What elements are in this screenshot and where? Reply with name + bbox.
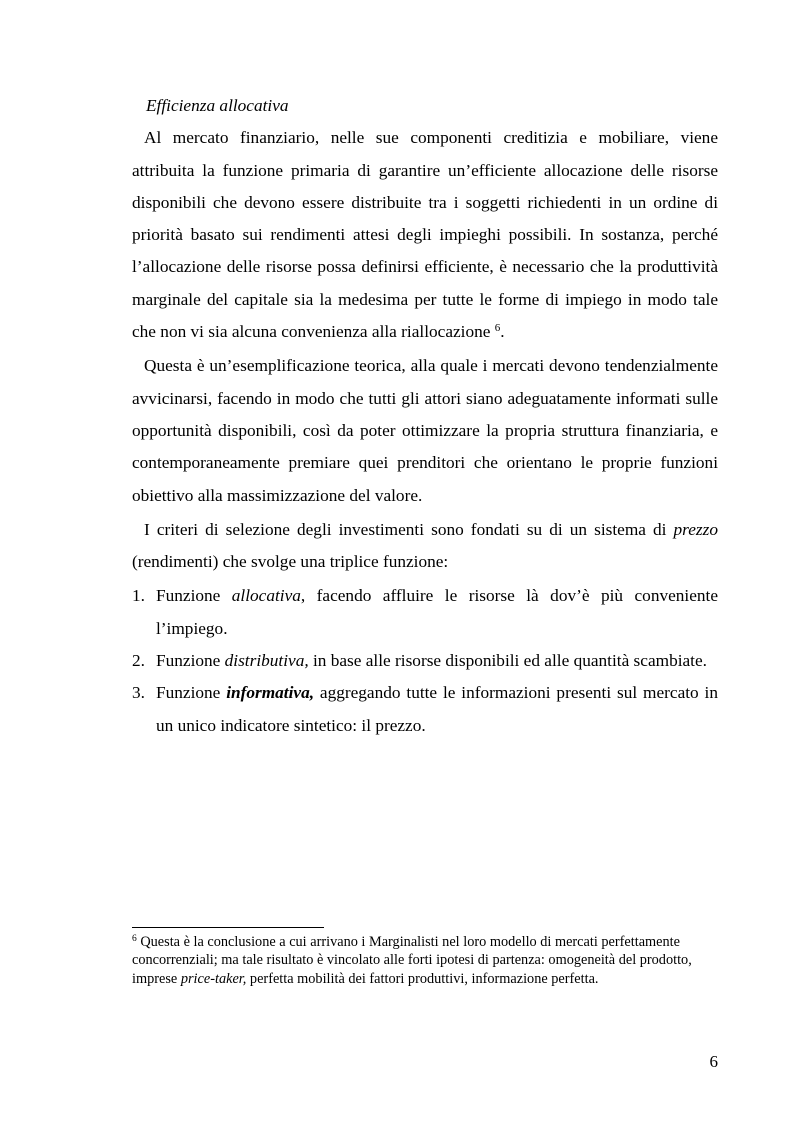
- main-text: [132, 90, 718, 742]
- list-item-term: distributiva,: [224, 651, 309, 671]
- list-item-term: allocativa: [231, 586, 301, 606]
- list-item-number: 2.: [132, 651, 145, 671]
- list-item-lead: Funzione: [156, 683, 227, 703]
- list-item: [132, 677, 718, 742]
- footnote-separator: [132, 927, 324, 928]
- paragraph-allocation: [132, 122, 718, 348]
- paragraph-allocation-end: .: [500, 322, 505, 342]
- footnote: [132, 933, 718, 988]
- footnote-text-end: perfetta mobilità dei fattori produttivi, informazione perfetta.: [246, 970, 599, 987]
- list-item-rest: , facendo affluire le risorse là dov’è più conveniente l’impiego.: [156, 586, 718, 638]
- page-number: 6: [709, 1052, 718, 1071]
- list-item-lead: Funzione: [156, 651, 225, 671]
- paragraph-allocation-text: Al mercato finanziario, nelle sue componenti creditizia e mobiliare, viene attribuita la funzione primaria di garantire un’efficiente allocazione delle risorse disponibili che devono essere distribuite tra i soggetti richiedenti in un ordine di priorità basato sui rendimenti attesi degli impieghi possibili. In sostanza, perché l’allocazione delle risorse possa definirsi efficiente, è necessario che la produttività marginale del capitale sia la medesima per tutte le forme di impiego in modo tale che non vi sia alcuna convenienza alla riallocazione: [132, 128, 718, 342]
- function-list: [132, 580, 718, 741]
- footnote-marker: 6: [132, 934, 137, 944]
- list-item-number: 3.: [132, 683, 145, 703]
- paragraph-criteria: [132, 514, 718, 579]
- list-item-lead: Funzione: [156, 586, 232, 606]
- list-item: [132, 580, 718, 645]
- paragraph-criteria-start: I criteri di selezione degli investimenti sono fondati su di un sistema di: [144, 519, 674, 539]
- list-item-rest: in base alle risorse disponibili ed alle quantità scambiate.: [308, 651, 707, 671]
- list-item-term: informativa,: [226, 683, 315, 703]
- paragraph-criteria-end: (rendimenti) che svolge una triplice funzione:: [132, 552, 449, 572]
- paragraph-criteria-emphasis: prezzo: [673, 519, 718, 539]
- footnote-reference[interactable]: 6: [494, 322, 501, 335]
- footnote-text-start: Questa è la conclusione a cui arrivano i Marginalisti nel loro modello di mercati perfettamente concorrenziali; ma tale risultato è vincolato alle forti ipotesi di partenza: omogeneità del prodotto, imprese: [132, 934, 692, 987]
- list-item-rest: aggregando tutte le informazioni presenti sul mercato in un unico indicatore sintetico: il prezzo.: [156, 683, 718, 735]
- section-heading: Efficienza allocativa: [146, 96, 289, 115]
- list-item: [132, 645, 718, 677]
- list-item-number: 1.: [132, 586, 145, 606]
- paragraph-theory: Questa è un’esemplificazione teorica, alla quale i mercati devono tendenzialmente avvicinarsi, facendo in modo che tutti gli attori siano adeguatamente informati sulle opportunità disponibili, così da poter ottimizzare la propria struttura finanziaria, e contemporaneamente premiare quei prenditori che orientano le proprie funzioni obiettivo alla massimizzazione del valore.: [132, 356, 718, 505]
- footnote-emphasis: price-taker,: [180, 970, 247, 987]
